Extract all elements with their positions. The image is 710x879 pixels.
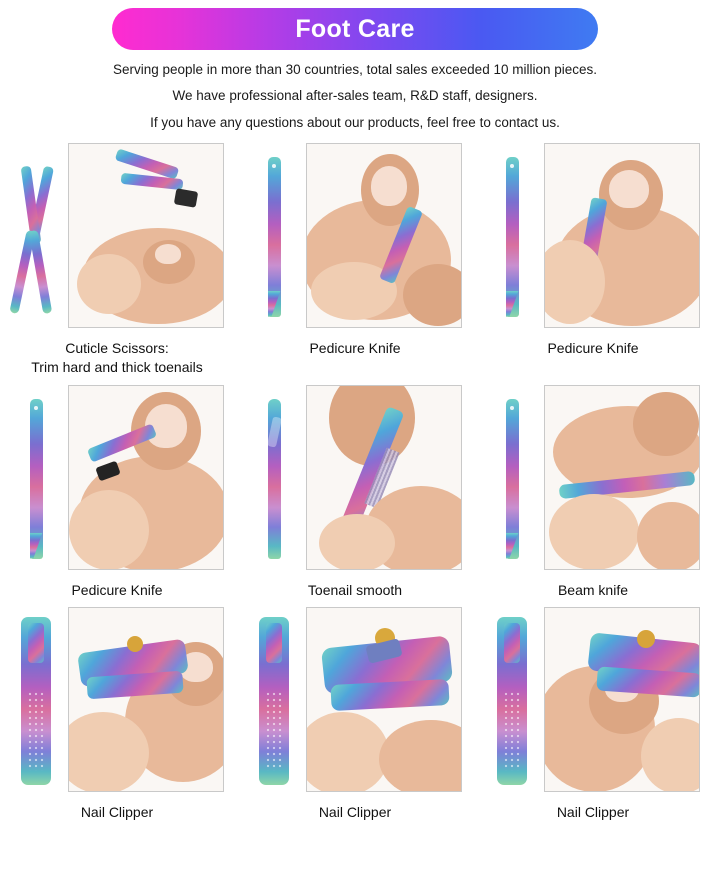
product-photo xyxy=(544,143,700,328)
product-caption xyxy=(309,339,400,358)
caption-line-1: Pedicure Knife xyxy=(71,581,163,598)
tool-holder xyxy=(248,143,300,331)
tool-holder xyxy=(486,143,538,331)
title-banner xyxy=(0,0,710,50)
product-caption xyxy=(547,339,638,358)
caption-line-1: Nail Clipper xyxy=(556,804,630,821)
cuticle-scissors-icon xyxy=(10,162,62,312)
product-row-1 xyxy=(8,143,702,377)
product-cell-pedicure-knife-3 xyxy=(8,385,226,600)
product-row-3 xyxy=(8,607,702,822)
product-caption xyxy=(558,581,628,600)
product-photo xyxy=(544,385,700,570)
product-photo xyxy=(68,385,224,570)
product-cell-pedicure-knife-1 xyxy=(246,143,464,377)
tool-holder xyxy=(486,385,538,573)
product-cell-nail-clipper-1 xyxy=(8,607,226,822)
nail-clipper-icon xyxy=(21,617,51,785)
intro-line-2: We have professional after-sales team, R&D staff, designers. xyxy=(172,88,538,104)
page-title: Foot Care xyxy=(295,14,415,43)
product-photo xyxy=(68,143,224,328)
product-caption xyxy=(557,803,629,822)
tool-holder xyxy=(486,607,538,795)
product-cell-nail-clipper-2 xyxy=(246,607,464,822)
product-photo xyxy=(306,385,462,570)
caption-line-1: Nail Clipper xyxy=(318,804,392,821)
tool-holder xyxy=(248,385,300,573)
tool-holder xyxy=(10,607,62,795)
beam-knife-icon xyxy=(506,399,519,559)
product-photo xyxy=(306,143,462,328)
product-row-2 xyxy=(8,385,702,600)
product-cell-beam-knife xyxy=(484,385,702,600)
intro-line-1: Serving people in more than 30 countries, total sales exceeded 10 million pieces. xyxy=(112,62,598,77)
intro-line-3: If you have any questions about our products, feel free to contact us. xyxy=(150,114,560,130)
nail-file-icon xyxy=(268,399,281,559)
nail-clipper-icon xyxy=(497,617,527,785)
caption-line-1: Beam knife xyxy=(557,581,629,598)
product-photo xyxy=(306,607,462,792)
product-images xyxy=(248,385,462,573)
product-images xyxy=(10,607,224,795)
product-cell-cuticle-scissors xyxy=(8,143,226,377)
product-caption xyxy=(71,581,162,600)
caption-line-1: Cuticle Scissors: xyxy=(65,339,169,356)
intro-text-block xyxy=(0,60,710,133)
product-images xyxy=(486,385,700,573)
product-grid xyxy=(0,143,710,823)
tool-holder xyxy=(10,143,62,331)
caption-line-1: Toenail smooth xyxy=(307,581,403,598)
product-caption xyxy=(319,803,391,822)
product-images xyxy=(10,385,224,573)
product-photo xyxy=(68,607,224,792)
tool-holder xyxy=(10,385,62,573)
product-images xyxy=(10,143,224,331)
pedicure-knife-icon xyxy=(30,399,43,559)
pedicure-knife-icon xyxy=(506,157,519,317)
pedicure-knife-icon xyxy=(268,157,281,317)
caption-line-1: Pedicure Knife xyxy=(309,339,401,356)
product-images xyxy=(486,607,700,795)
tool-holder xyxy=(248,607,300,795)
caption-line-1: Pedicure Knife xyxy=(547,339,639,356)
caption-line-2: Trim hard and thick toenails xyxy=(31,358,203,375)
product-images xyxy=(248,143,462,331)
product-caption xyxy=(308,581,402,600)
product-images xyxy=(248,607,462,795)
product-photo xyxy=(544,607,700,792)
product-caption xyxy=(31,339,202,377)
product-cell-pedicure-knife-2 xyxy=(484,143,702,377)
nail-clipper-icon xyxy=(259,617,289,785)
product-images xyxy=(486,143,700,331)
caption-line-1: Nail Clipper xyxy=(80,804,154,821)
product-caption xyxy=(81,803,153,822)
product-cell-toenail-smooth xyxy=(246,385,464,600)
title-pill xyxy=(112,8,598,50)
product-cell-nail-clipper-3 xyxy=(484,607,702,822)
